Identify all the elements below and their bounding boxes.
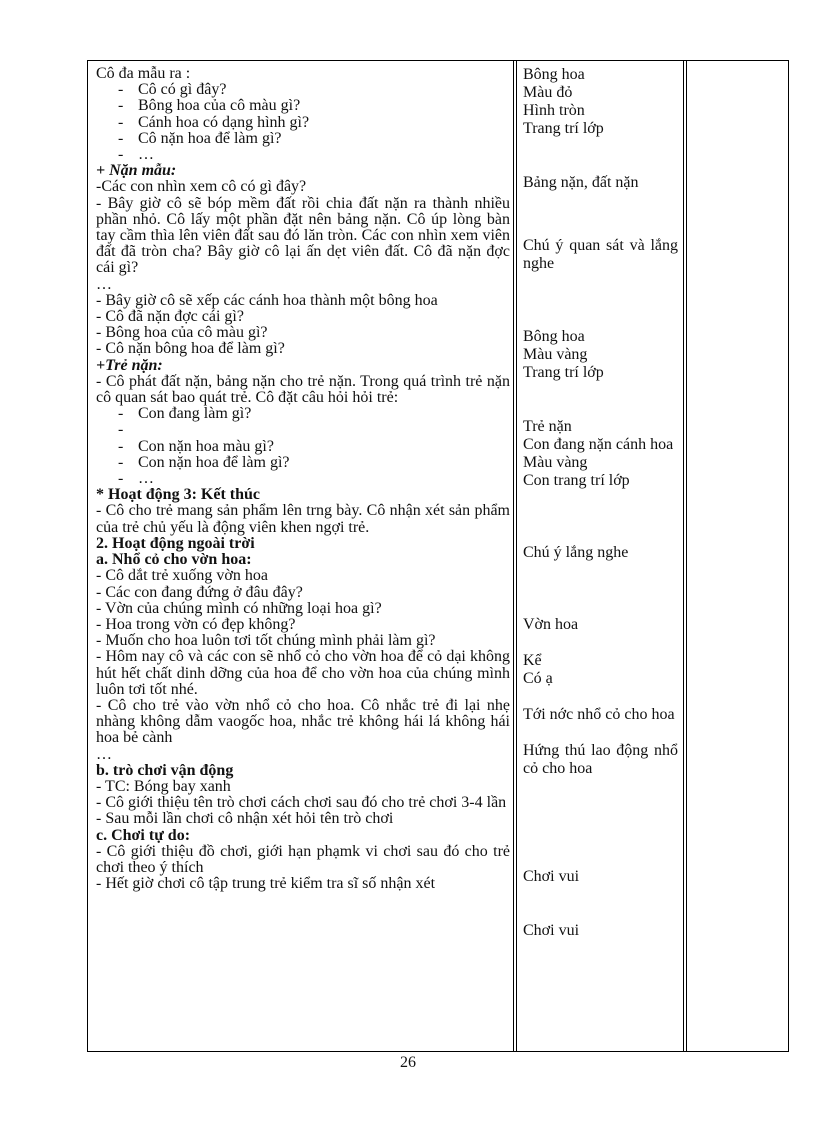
child-response-column: [523, 66, 678, 940]
response-text: Màu đỏ: [523, 84, 573, 101]
response-text: Chơi vui: [523, 868, 580, 885]
section-heading: b. trò chơi vận động: [96, 761, 234, 779]
bullet-text: Con nặn hoa để làm gì?: [138, 453, 290, 471]
response-text: Con đang nặn cánh hoa: [523, 436, 674, 453]
response-text: Chơi vui: [523, 922, 580, 939]
paragraph: -Các con nhìn xem cô có gì đây?: [96, 178, 307, 196]
paragraph: - Các con đang đứng ở đâu đây?: [96, 583, 303, 601]
dash-marker: -: [118, 129, 124, 147]
response-text: Kể: [523, 652, 542, 669]
paragraph: - Bông hoa của cô màu gì?: [96, 324, 268, 342]
section-heading: +Trẻ nặn:: [96, 356, 163, 374]
bullet-item: [96, 406, 510, 422]
bullet-text: [138, 422, 510, 438]
bullet-item: [96, 131, 510, 147]
bullet-text: …: [138, 146, 154, 164]
bullet-item: [96, 147, 510, 163]
bullet-item: [96, 82, 510, 98]
bullet-item: [96, 115, 510, 131]
bullet-text: Cô nặn hoa để làm gì?: [138, 129, 282, 147]
response-text: Con trang trí lớp: [523, 472, 630, 489]
response-text: Vờn hoa: [523, 616, 579, 633]
paragraph: - Cô cho trẻ mang sản phẩm lên trng bày. Cô nhận xét sản phẩm của trẻ chủ yếu là động viên khen ngợi trẻ.: [96, 502, 510, 536]
paragraph: - Hết giờ chơi cô tập trung trẻ kiểm tra sĩ số nhận xét: [96, 875, 436, 893]
bullet-text: Bông hoa của cô màu gì?: [138, 97, 301, 115]
dash-marker: -: [118, 113, 124, 131]
dash-marker: -: [118, 405, 124, 423]
dash-marker: -: [118, 437, 124, 455]
bullet-text: …: [138, 470, 154, 488]
bullet-text: Con đang làm gì?: [138, 405, 252, 423]
paragraph: - Cô cho trẻ vào vờn nhổ cỏ cho hoa. Cô nhắc trẻ đi lại nhẹ nhàng không dẫm vaogốc hoa, nhắc trẻ không hái lá không hái hoa bẻ cành: [96, 696, 510, 747]
paragraph: - Vờn của chúng mình có những loại hoa gì?: [96, 599, 382, 617]
paragraph: - Sau mỗi lần chơi cô nhận xét hỏi tên trò chơi: [96, 810, 394, 828]
dash-marker: -: [118, 146, 124, 164]
response-text: Hứng thú lao động nhổ cỏ cho hoa: [523, 742, 678, 777]
response-text: Bảng nặn, đất nặn: [523, 174, 639, 191]
paragraph: …: [96, 275, 112, 293]
bullet-item: [96, 422, 510, 438]
response-text: Chú ý lắng nghe: [523, 544, 629, 561]
section-heading: a. Nhổ cỏ cho vờn hoa:: [96, 551, 252, 569]
page-number: 26: [400, 1054, 416, 1071]
paragraph: - Hôm nay cô và các con sẽ nhổ cỏ cho vờn hoa để cỏ dại không hút hết chất dinh dỡng của hoa để cho vờn hoa của chúng mình luôn tơi tốt nhé.: [96, 648, 510, 698]
paragraph: - Cô giới thiệu tên trò chơi cách chơi sau đó cho trẻ chơi 3-4 lần: [96, 794, 507, 812]
dash-marker: -: [118, 421, 124, 439]
column-divider: [686, 61, 687, 1051]
response-text: Trang trí lớp: [523, 120, 604, 137]
response-text: Chú ý quan sát và lắng nghe: [523, 237, 678, 272]
paragraph: - Cô giới thiệu đồ chơi, giới hạn phạmk vi chơi sau đó cho trẻ chơi theo ý thích: [96, 842, 510, 876]
section-heading: c. Chơi tự do:: [96, 826, 191, 844]
response-text: Bông hoa: [523, 328, 585, 345]
response-text: Bông hoa: [523, 66, 585, 83]
paragraph: Cô đa mẫu ra :: [96, 65, 191, 82]
response-text: Trẻ nặn: [523, 418, 572, 435]
bullet-item: [96, 98, 510, 114]
bullet-item: [96, 439, 510, 455]
paragraph: - Cô phát đất nặn, bảng nặn cho trẻ nặn. Trong quá trình trẻ nặn cô quan sát bao quát trẻ. Cô đặt câu hỏi hỏi trẻ:: [96, 372, 510, 407]
section-heading: * Hoạt động 3: Kết thúc: [96, 486, 260, 504]
paragraph: - Bây giờ cô sẽ xếp các cánh hoa thành một bông hoa: [96, 291, 438, 309]
bullet-item: [96, 455, 510, 471]
response-text: Trang trí lớp: [523, 364, 604, 381]
column-divider: [513, 61, 514, 1051]
bullet-text: Cánh hoa có dạng hình gì?: [138, 113, 310, 131]
response-text: Hình tròn: [523, 102, 585, 119]
paragraph: - Cô nặn bông hoa để làm gì?: [96, 340, 285, 358]
paragraph: - Muốn cho hoa luôn tơi tốt chúng mình phải làm gì?: [96, 632, 436, 650]
dash-marker: -: [118, 470, 124, 488]
lesson-table: [87, 60, 789, 1052]
bullet-text: Cô có gì đây?: [138, 81, 227, 99]
dash-marker: -: [118, 97, 124, 115]
paragraph: - Hoa trong vờn có đẹp không?: [96, 615, 296, 633]
column-divider: [683, 61, 684, 1051]
response-text: Màu vàng: [523, 346, 588, 363]
section-heading: 2. Hoạt động ngoài trời: [96, 534, 255, 552]
paragraph: - Cô dắt trẻ xuống vờn hoa: [96, 567, 268, 585]
bullet-item: [96, 471, 510, 487]
dash-marker: -: [118, 453, 124, 471]
column-divider: [516, 61, 517, 1051]
paragraph: …: [96, 745, 112, 763]
paragraph: - TC: Bóng bay xanh: [96, 777, 231, 795]
paragraph: - Bây giờ cô sẽ bóp mềm đất rồi chia đất nặn ra thành nhiều phần nhỏ. Cô lấy một phần đặt nên bảng nặn. Cô úp lòng bàn tay cầm thìa lên viên đất sau đó lăn tròn. Các con nhìn xem viên đất đã tròn cha? Bây giờ cô lại ấn dẹt viên đất. Cô đã nặn đợc cái gì?: [96, 194, 510, 277]
response-text: Tới nớc nhổ cỏ cho hoa: [523, 706, 675, 723]
response-text: Có ạ: [523, 670, 553, 687]
activity-column: [96, 66, 510, 892]
section-heading: + Nặn mẫu:: [96, 162, 177, 180]
bullet-text: Con nặn hoa màu gì?: [138, 437, 274, 455]
response-text: Màu vàng: [523, 454, 588, 471]
dash-marker: -: [118, 81, 124, 99]
paragraph: - Cô đã nặn đợc cái gì?: [96, 308, 244, 326]
